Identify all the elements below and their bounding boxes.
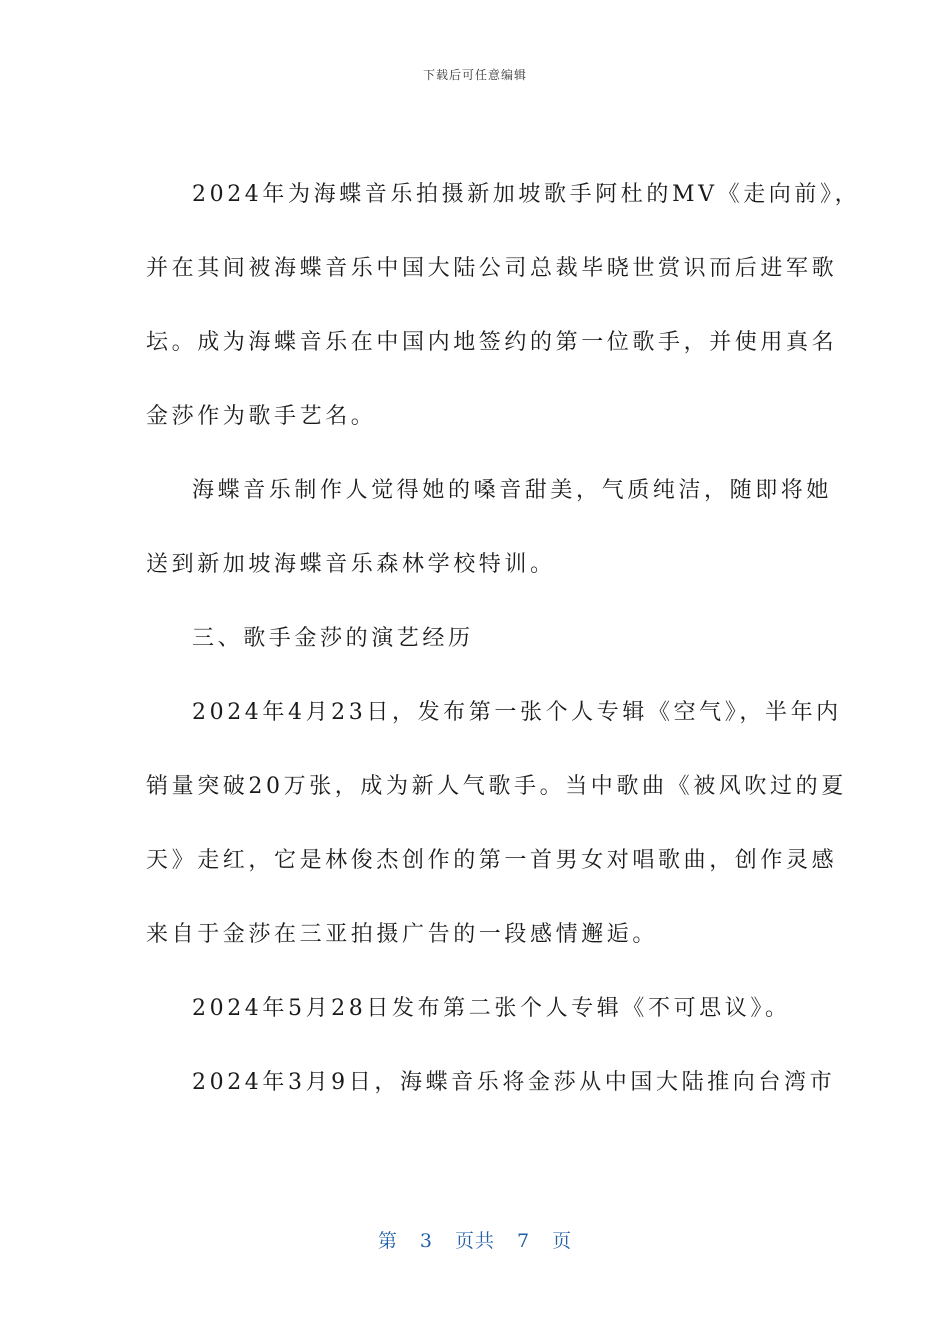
paragraph-1-line-3: 坛。成为海蝶音乐在中国内地签约的第一位歌手，并使用真名	[146, 330, 838, 355]
paragraph-3-line-2: 销量突破20万张，成为新人气歌手。当中歌曲《被风吹过的夏	[146, 774, 847, 799]
page-number-total: 7	[517, 1230, 531, 1252]
paragraph-2-line-1: 海蝶音乐制作人觉得她的嗓音甜美，气质纯洁，随即将她	[192, 478, 833, 503]
page-header-note: 下载后可任意编辑	[422, 68, 527, 82]
section-heading: 三、歌手金莎的演艺经历	[192, 626, 474, 651]
paragraph-3-line-3: 天》走红，它是林俊杰创作的第一首男女对唱歌曲，创作灵感	[146, 848, 838, 873]
document-body	[146, 170, 861, 1132]
page-number-current: 3	[419, 1230, 433, 1252]
page-number-suffix: 页	[552, 1230, 573, 1252]
paragraph-3-line-4: 来自于金莎在三亚拍摄广告的一段感情邂逅。	[146, 922, 659, 947]
paragraph-4-line-1: 2024年5月28日发布第二张个人专辑《不可思议》。	[192, 996, 791, 1021]
page-number-prefix: 第	[377, 1230, 398, 1252]
paragraph-3-line-1: 2024年4月23日，发布第一张个人专辑《空气》，半年内	[192, 700, 842, 725]
page-footer	[0, 1226, 950, 1253]
paragraph-2-line-2: 送到新加坡海蝶音乐森林学校特训。	[146, 552, 556, 577]
page-number-middle: 页共	[454, 1230, 495, 1252]
paragraph-1-line-2: 并在其间被海蝶音乐中国大陆公司总裁毕晓世赏识而后进军歌	[146, 256, 838, 281]
paragraph-1-line-1: 2024年为海蝶音乐拍摄新加坡歌手阿杜的MV《走向前》，	[192, 182, 861, 207]
paragraph-1-line-4: 金莎作为歌手艺名。	[146, 404, 377, 429]
paragraph-5-line-1: 2024年3月9日，海蝶音乐将金莎从中国大陆推向台湾市	[192, 1070, 836, 1095]
